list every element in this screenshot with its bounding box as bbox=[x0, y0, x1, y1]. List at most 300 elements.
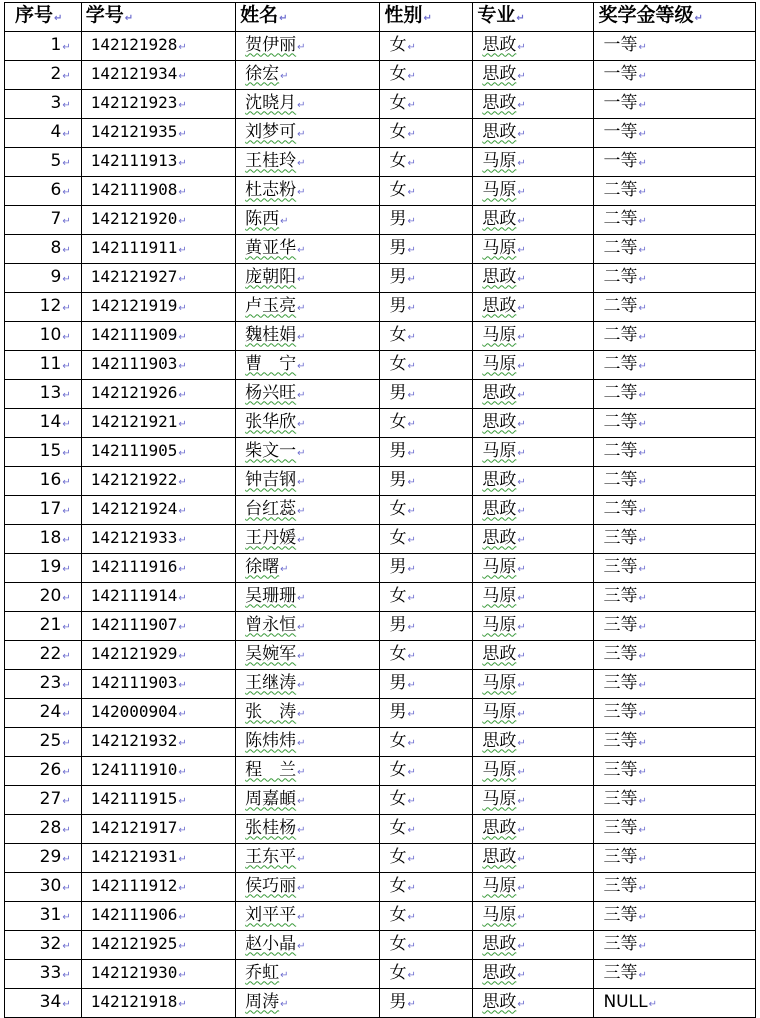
paragraph-mark-icon: ↵ bbox=[517, 157, 526, 169]
cell-name bbox=[236, 902, 380, 931]
cell-name bbox=[236, 670, 380, 699]
paragraph-mark-icon: ↵ bbox=[297, 650, 306, 662]
paragraph-mark-icon: ↵ bbox=[297, 911, 306, 923]
paragraph-mark-icon: ↵ bbox=[62, 621, 71, 633]
paragraph-mark-icon: ↵ bbox=[297, 679, 306, 691]
paragraph-mark-icon: ↵ bbox=[297, 824, 306, 836]
cell-student-id-text: 142111915 bbox=[90, 789, 178, 808]
paragraph-mark-icon: ↵ bbox=[407, 882, 416, 894]
cell-seq-text: 19 bbox=[39, 556, 62, 577]
cell-student-id-text: 142121928 bbox=[90, 35, 178, 54]
cell-name bbox=[236, 351, 380, 380]
cell-level-text: 一等 bbox=[603, 92, 638, 113]
cell-student-id bbox=[81, 554, 235, 583]
paragraph-mark-icon: ↵ bbox=[62, 650, 71, 662]
paragraph-mark-icon: ↵ bbox=[178, 129, 187, 140]
paragraph-mark-icon: ↵ bbox=[517, 41, 526, 53]
cell-gender-text: 女 bbox=[389, 63, 407, 84]
paragraph-mark-icon: ↵ bbox=[638, 650, 647, 662]
cell-seq bbox=[5, 467, 82, 496]
cell-student-id-text: 142121918 bbox=[90, 992, 178, 1011]
cell-level bbox=[594, 525, 756, 554]
cell-name-text: 周涛 bbox=[245, 991, 280, 1012]
paragraph-mark-icon: ↵ bbox=[407, 737, 416, 749]
cell-major-text: 思政 bbox=[482, 817, 517, 838]
cell-student-id-text: 142111911 bbox=[90, 238, 178, 257]
cell-student-id-text: 142121917 bbox=[90, 818, 178, 837]
cell-gender bbox=[380, 902, 473, 931]
paragraph-mark-icon: ↵ bbox=[407, 853, 416, 865]
table-row bbox=[5, 206, 756, 235]
cell-gender-text: 女 bbox=[389, 150, 407, 171]
cell-seq bbox=[5, 583, 82, 612]
paragraph-mark-icon: ↵ bbox=[638, 418, 647, 430]
cell-seq-text: 6 bbox=[50, 179, 62, 200]
cell-student-id-text: 124111910 bbox=[90, 760, 178, 779]
cell-name-text: 刘梦可 bbox=[245, 121, 297, 142]
cell-level bbox=[594, 554, 756, 583]
cell-student-id-text: 142121920 bbox=[90, 209, 178, 228]
cell-seq-text: 29 bbox=[39, 846, 62, 867]
paragraph-mark-icon: ↵ bbox=[517, 534, 526, 546]
paragraph-mark-icon: ↵ bbox=[178, 912, 187, 923]
paragraph-mark-icon: ↵ bbox=[407, 563, 416, 575]
paragraph-mark-icon: ↵ bbox=[62, 244, 71, 256]
cell-gender bbox=[380, 786, 473, 815]
paragraph-mark-icon: ↵ bbox=[297, 737, 306, 749]
cell-name bbox=[236, 728, 380, 757]
paragraph-mark-icon: ↵ bbox=[517, 969, 526, 981]
cell-name bbox=[236, 61, 380, 90]
cell-gender-text: 男 bbox=[389, 440, 407, 461]
cell-student-id-text: 142111908 bbox=[90, 180, 178, 199]
table-row bbox=[5, 902, 756, 931]
cell-seq-text: 9 bbox=[50, 266, 62, 287]
cell-level-text: NULL bbox=[603, 991, 648, 1012]
cell-name bbox=[236, 264, 380, 293]
cell-gender-text: 女 bbox=[389, 353, 407, 374]
cell-level-text: 二等 bbox=[603, 411, 638, 432]
cell-seq-text: 24 bbox=[39, 701, 62, 722]
cell-student-id-text: 142121930 bbox=[90, 963, 178, 982]
cell-major-text: 思政 bbox=[482, 933, 517, 954]
cell-major-text: 思政 bbox=[482, 527, 517, 548]
cell-seq-text: 17 bbox=[39, 498, 62, 519]
cell-level bbox=[594, 409, 756, 438]
cell-level-text: 三等 bbox=[603, 933, 638, 954]
cell-seq bbox=[5, 409, 82, 438]
cell-level-text: 二等 bbox=[603, 237, 638, 258]
cell-student-id-text: 142111913 bbox=[90, 151, 178, 170]
cell-level bbox=[594, 931, 756, 960]
paragraph-mark-icon: ↵ bbox=[517, 99, 526, 111]
cell-gender-text: 女 bbox=[389, 34, 407, 55]
paragraph-mark-icon: ↵ bbox=[407, 476, 416, 488]
cell-name-text: 贺伊丽 bbox=[245, 34, 297, 55]
cell-seq bbox=[5, 235, 82, 264]
cell-level bbox=[594, 728, 756, 757]
cell-major-text: 马原 bbox=[482, 237, 517, 258]
cell-level-text: 三等 bbox=[603, 556, 638, 577]
cell-name-text: 庞朝阳 bbox=[245, 266, 297, 287]
paragraph-mark-icon: ↵ bbox=[297, 186, 306, 198]
cell-gender-text: 女 bbox=[389, 817, 407, 838]
paragraph-mark-icon: ↵ bbox=[407, 41, 416, 53]
cell-student-id bbox=[81, 670, 235, 699]
cell-student-id-text: 142111906 bbox=[90, 905, 178, 924]
paragraph-mark-icon: ↵ bbox=[62, 331, 71, 343]
paragraph-mark-icon: ↵ bbox=[517, 302, 526, 314]
cell-student-id-text: 142111903 bbox=[90, 354, 178, 373]
cell-level bbox=[594, 206, 756, 235]
cell-seq-text: 20 bbox=[39, 585, 62, 606]
paragraph-mark-icon: ↵ bbox=[638, 505, 647, 517]
cell-gender bbox=[380, 90, 473, 119]
cell-major-text: 马原 bbox=[482, 440, 517, 461]
paragraph-mark-icon: ↵ bbox=[62, 708, 71, 720]
cell-student-id-text: 142121926 bbox=[90, 383, 178, 402]
cell-name bbox=[236, 293, 380, 322]
cell-student-id bbox=[81, 61, 235, 90]
cell-seq-text: 1 bbox=[50, 34, 62, 55]
paragraph-mark-icon: ↵ bbox=[517, 650, 526, 662]
cell-major bbox=[473, 409, 594, 438]
cell-seq-text: 10 bbox=[39, 324, 62, 345]
paragraph-mark-icon: ↵ bbox=[62, 70, 71, 82]
cell-student-id-text: 142121934 bbox=[90, 64, 178, 83]
cell-name bbox=[236, 496, 380, 525]
header-seq: 序号↵ bbox=[5, 3, 82, 32]
cell-seq-text: 11 bbox=[39, 353, 62, 374]
cell-gender bbox=[380, 757, 473, 786]
paragraph-mark-icon: ↵ bbox=[407, 186, 416, 198]
cell-level bbox=[594, 235, 756, 264]
paragraph-mark-icon: ↵ bbox=[280, 70, 289, 82]
cell-major-text: 马原 bbox=[482, 150, 517, 171]
cell-student-id bbox=[81, 989, 235, 1018]
cell-gender-text: 女 bbox=[389, 846, 407, 867]
cell-gender bbox=[380, 873, 473, 902]
cell-level-text: 三等 bbox=[603, 614, 638, 635]
cell-student-id bbox=[81, 757, 235, 786]
paragraph-mark-icon: ↵ bbox=[517, 708, 526, 720]
cell-major-text: 马原 bbox=[482, 353, 517, 374]
table-row bbox=[5, 264, 756, 293]
paragraph-mark-icon: ↵ bbox=[638, 186, 647, 198]
cell-major bbox=[473, 61, 594, 90]
cell-student-id-text: 142121931 bbox=[90, 847, 178, 866]
cell-student-id-text: 142121922 bbox=[90, 470, 178, 489]
header-name: 姓名↵ bbox=[236, 3, 380, 32]
cell-name bbox=[236, 467, 380, 496]
paragraph-mark-icon: ↵ bbox=[178, 854, 187, 865]
cell-level bbox=[594, 989, 756, 1018]
header-major: 专业↵ bbox=[473, 3, 594, 32]
table-row bbox=[5, 90, 756, 119]
cell-gender bbox=[380, 670, 473, 699]
paragraph-mark-icon: ↵ bbox=[62, 882, 71, 894]
cell-level-text: 三等 bbox=[603, 846, 638, 867]
cell-level bbox=[594, 119, 756, 148]
cell-seq bbox=[5, 264, 82, 293]
cell-level-text: 三等 bbox=[603, 701, 638, 722]
cell-name-text: 杨兴旺 bbox=[245, 382, 297, 403]
paragraph-mark-icon: ↵ bbox=[638, 911, 647, 923]
cell-gender bbox=[380, 206, 473, 235]
cell-major bbox=[473, 293, 594, 322]
cell-level-text: 三等 bbox=[603, 527, 638, 548]
paragraph-mark-icon: ↵ bbox=[62, 302, 71, 314]
cell-major bbox=[473, 757, 594, 786]
paragraph-mark-icon: ↵ bbox=[62, 41, 71, 53]
cell-level bbox=[594, 786, 756, 815]
cell-name bbox=[236, 641, 380, 670]
paragraph-mark-icon: ↵ bbox=[178, 216, 187, 227]
cell-seq bbox=[5, 728, 82, 757]
cell-major bbox=[473, 902, 594, 931]
cell-gender bbox=[380, 496, 473, 525]
cell-gender bbox=[380, 264, 473, 293]
cell-student-id bbox=[81, 612, 235, 641]
cell-gender-text: 女 bbox=[389, 179, 407, 200]
cell-name bbox=[236, 206, 380, 235]
cell-seq-text: 5 bbox=[50, 150, 62, 171]
cell-student-id-text: 142121925 bbox=[90, 934, 178, 953]
cell-major bbox=[473, 177, 594, 206]
cell-student-id-text: 142111916 bbox=[90, 557, 178, 576]
cell-name-text: 赵小晶 bbox=[245, 933, 297, 954]
cell-level-text: 二等 bbox=[603, 324, 638, 345]
paragraph-mark-icon: ↵ bbox=[280, 969, 289, 981]
cell-gender-text: 女 bbox=[389, 904, 407, 925]
paragraph-mark-icon: ↵ bbox=[638, 534, 647, 546]
cell-major bbox=[473, 90, 594, 119]
cell-gender-text: 男 bbox=[389, 382, 407, 403]
table-row bbox=[5, 351, 756, 380]
cell-name-text: 张华欣 bbox=[245, 411, 297, 432]
cell-gender-text: 男 bbox=[389, 208, 407, 229]
paragraph-mark-icon: ↵ bbox=[178, 245, 187, 256]
cell-name-text: 陈西 bbox=[245, 208, 280, 229]
cell-major-text: 马原 bbox=[482, 556, 517, 577]
paragraph-mark-icon: ↵ bbox=[517, 418, 526, 430]
cell-level bbox=[594, 32, 756, 61]
paragraph-mark-icon: ↵ bbox=[638, 853, 647, 865]
cell-level bbox=[594, 264, 756, 293]
cell-major bbox=[473, 786, 594, 815]
cell-student-id-text: 142111907 bbox=[90, 615, 178, 634]
paragraph-mark-icon: ↵ bbox=[297, 505, 306, 517]
cell-seq bbox=[5, 699, 82, 728]
cell-seq-text: 32 bbox=[39, 933, 62, 954]
paragraph-mark-icon: ↵ bbox=[178, 42, 187, 53]
paragraph-mark-icon: ↵ bbox=[178, 332, 187, 343]
cell-student-id bbox=[81, 148, 235, 177]
paragraph-mark-icon: ↵ bbox=[517, 186, 526, 198]
cell-gender bbox=[380, 554, 473, 583]
paragraph-mark-icon: ↵ bbox=[638, 157, 647, 169]
cell-name bbox=[236, 380, 380, 409]
table-row bbox=[5, 525, 756, 554]
cell-name bbox=[236, 409, 380, 438]
cell-major-text: 思政 bbox=[482, 92, 517, 113]
paragraph-mark-icon: ↵ bbox=[62, 360, 71, 372]
paragraph-mark-icon: ↵ bbox=[297, 99, 306, 111]
paragraph-mark-icon: ↵ bbox=[178, 651, 187, 662]
cell-level-text: 二等 bbox=[603, 498, 638, 519]
cell-seq bbox=[5, 32, 82, 61]
paragraph-mark-icon: ↵ bbox=[407, 389, 416, 401]
cell-major bbox=[473, 148, 594, 177]
cell-student-id bbox=[81, 931, 235, 960]
paragraph-mark-icon: ↵ bbox=[178, 564, 187, 575]
cell-level-text: 三等 bbox=[603, 788, 638, 809]
cell-gender bbox=[380, 409, 473, 438]
paragraph-mark-icon: ↵ bbox=[178, 825, 187, 836]
cell-student-id-text: 142121923 bbox=[90, 93, 178, 112]
cell-major bbox=[473, 264, 594, 293]
cell-student-id-text: 142111912 bbox=[90, 876, 178, 895]
cell-seq bbox=[5, 815, 82, 844]
cell-name-text: 台红蕊 bbox=[245, 498, 297, 519]
cell-gender-text: 男 bbox=[389, 556, 407, 577]
cell-major bbox=[473, 496, 594, 525]
paragraph-mark-icon: ↵ bbox=[62, 99, 71, 111]
paragraph-mark-icon: ↵ bbox=[178, 883, 187, 894]
cell-level-text: 三等 bbox=[603, 962, 638, 983]
cell-name-text: 张桂杨 bbox=[245, 817, 297, 838]
cell-name bbox=[236, 554, 380, 583]
cell-seq bbox=[5, 931, 82, 960]
cell-gender-text: 女 bbox=[389, 730, 407, 751]
paragraph-mark-icon: ↵ bbox=[297, 621, 306, 633]
cell-level-text: 三等 bbox=[603, 904, 638, 925]
cell-seq bbox=[5, 61, 82, 90]
paragraph-mark-icon: ↵ bbox=[62, 534, 71, 546]
cell-gender bbox=[380, 293, 473, 322]
paragraph-mark-icon: ↵ bbox=[178, 419, 187, 430]
paragraph-mark-icon: ↵ bbox=[517, 360, 526, 372]
cell-seq-text: 2 bbox=[50, 63, 62, 84]
paragraph-mark-icon: ↵ bbox=[407, 273, 416, 285]
cell-gender bbox=[380, 960, 473, 989]
paragraph-mark-icon: ↵ bbox=[62, 215, 71, 227]
cell-level bbox=[594, 699, 756, 728]
cell-level bbox=[594, 612, 756, 641]
paragraph-mark-icon: ↵ bbox=[407, 679, 416, 691]
paragraph-mark-icon: ↵ bbox=[407, 302, 416, 314]
cell-student-id bbox=[81, 960, 235, 989]
paragraph-mark-icon: ↵ bbox=[62, 447, 71, 459]
cell-gender bbox=[380, 177, 473, 206]
cell-level bbox=[594, 148, 756, 177]
table-row bbox=[5, 757, 756, 786]
cell-major bbox=[473, 728, 594, 757]
scholarship-table bbox=[4, 2, 756, 1018]
cell-seq bbox=[5, 641, 82, 670]
table-row bbox=[5, 61, 756, 90]
cell-level bbox=[594, 960, 756, 989]
paragraph-mark-icon: ↵ bbox=[62, 476, 71, 488]
paragraph-mark-icon: ↵ bbox=[178, 999, 187, 1010]
cell-major-text: 马原 bbox=[482, 759, 517, 780]
paragraph-mark-icon: ↵ bbox=[178, 738, 187, 749]
cell-major-text: 思政 bbox=[482, 846, 517, 867]
paragraph-mark-icon: ↵ bbox=[178, 767, 187, 778]
cell-major bbox=[473, 641, 594, 670]
paragraph-mark-icon: ↵ bbox=[648, 998, 657, 1010]
cell-name bbox=[236, 757, 380, 786]
table-row bbox=[5, 728, 756, 757]
cell-name bbox=[236, 525, 380, 554]
cell-name-text: 黄亚华 bbox=[245, 237, 297, 258]
cell-student-id bbox=[81, 409, 235, 438]
table-body bbox=[5, 32, 756, 1018]
paragraph-mark-icon: ↵ bbox=[638, 708, 647, 720]
cell-level bbox=[594, 844, 756, 873]
paragraph-mark-icon: ↵ bbox=[62, 389, 71, 401]
cell-major bbox=[473, 235, 594, 264]
cell-level-text: 一等 bbox=[603, 34, 638, 55]
cell-seq-text: 8 bbox=[50, 237, 62, 258]
table-header-row bbox=[5, 3, 756, 32]
paragraph-mark-icon: ↵ bbox=[407, 824, 416, 836]
paragraph-mark-icon: ↵ bbox=[62, 998, 71, 1010]
cell-gender bbox=[380, 61, 473, 90]
cell-name-text: 曾永恒 bbox=[245, 614, 297, 635]
cell-gender-text: 女 bbox=[389, 498, 407, 519]
cell-seq bbox=[5, 873, 82, 902]
cell-seq bbox=[5, 902, 82, 931]
cell-name-text: 卢玉亮 bbox=[245, 295, 297, 316]
table-row bbox=[5, 815, 756, 844]
cell-level-text: 二等 bbox=[603, 353, 638, 374]
paragraph-mark-icon: ↵ bbox=[297, 157, 306, 169]
cell-major-text: 马原 bbox=[482, 672, 517, 693]
paragraph-mark-icon: ↵ bbox=[517, 679, 526, 691]
cell-major-text: 思政 bbox=[482, 266, 517, 287]
cell-major-text: 马原 bbox=[482, 179, 517, 200]
paragraph-mark-icon: ↵ bbox=[297, 766, 306, 778]
cell-student-id bbox=[81, 380, 235, 409]
paragraph-mark-icon: ↵ bbox=[638, 795, 647, 807]
paragraph-mark-icon: ↵ bbox=[407, 70, 416, 82]
cell-student-id bbox=[81, 438, 235, 467]
cell-gender-text: 女 bbox=[389, 411, 407, 432]
paragraph-mark-icon: ↵ bbox=[178, 390, 187, 401]
cell-student-id-text: 142000904 bbox=[90, 702, 178, 721]
cell-major-text: 马原 bbox=[482, 788, 517, 809]
paragraph-mark-icon: ↵ bbox=[62, 186, 71, 198]
paragraph-mark-icon: ↵ bbox=[638, 969, 647, 981]
table-row bbox=[5, 32, 756, 61]
paragraph-mark-icon: ↵ bbox=[517, 215, 526, 227]
cell-level bbox=[594, 380, 756, 409]
cell-major bbox=[473, 32, 594, 61]
table-row bbox=[5, 235, 756, 264]
paragraph-mark-icon: ↵ bbox=[62, 940, 71, 952]
cell-seq-text: 22 bbox=[39, 643, 62, 664]
cell-name-text: 钟吉钢 bbox=[245, 469, 297, 490]
table-row bbox=[5, 931, 756, 960]
cell-seq-text: 30 bbox=[39, 875, 62, 896]
paragraph-mark-icon: ↵ bbox=[62, 505, 71, 517]
paragraph-mark-icon: ↵ bbox=[62, 795, 71, 807]
cell-name bbox=[236, 873, 380, 902]
cell-seq bbox=[5, 612, 82, 641]
cell-major-text: 马原 bbox=[482, 585, 517, 606]
paragraph-mark-icon: ↵ bbox=[62, 563, 71, 575]
